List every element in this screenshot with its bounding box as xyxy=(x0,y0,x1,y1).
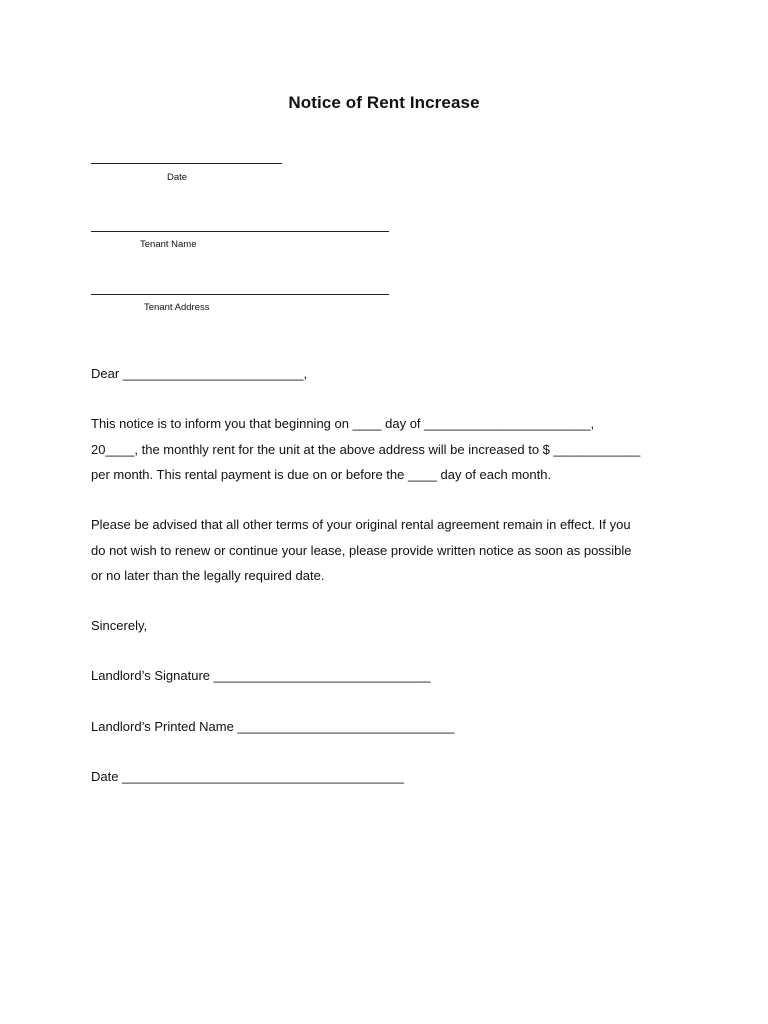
landlord-printed-name-field[interactable]: Landlord’s Printed Name ______________________________ xyxy=(91,719,455,734)
paragraph-line: Please be advised that all other terms of your original rental agreement remain in effect. If you xyxy=(91,517,631,532)
tenant-name-field-line[interactable] xyxy=(91,231,389,232)
closing: Sincerely, xyxy=(91,618,148,633)
paragraph-other-terms xyxy=(91,512,691,589)
landlord-signature-field[interactable]: Landlord’s Signature ______________________________ xyxy=(91,668,431,683)
paragraph-line: This notice is to inform you that beginning on ____ day of _______________________, xyxy=(91,416,595,431)
paragraph-line: or no later than the legally required date. xyxy=(91,568,325,583)
date-field-line[interactable] xyxy=(91,163,282,164)
paragraph-line: do not wish to renew or continue your lease, please provide written notice as soon as possible xyxy=(91,542,632,558)
document-title: Notice of Rent Increase xyxy=(288,93,480,112)
date-field-label: Date xyxy=(167,172,188,183)
signature-date-field[interactable]: Date _______________________________________ xyxy=(91,769,405,784)
tenant-name-field-label: Tenant Name xyxy=(140,239,197,250)
paragraph-line: per month. This rental payment is due on or before the ____ day of each month. xyxy=(91,467,552,482)
paragraph-line: 20____, the monthly rent for the unit at the above address will be increased to $ ____________ xyxy=(91,441,641,457)
salutation: Dear _________________________, xyxy=(91,366,308,381)
tenant-address-field-line[interactable] xyxy=(91,294,389,295)
paragraph-rent-increase xyxy=(91,411,691,488)
tenant-address-field-label: Tenant Address xyxy=(144,302,210,313)
